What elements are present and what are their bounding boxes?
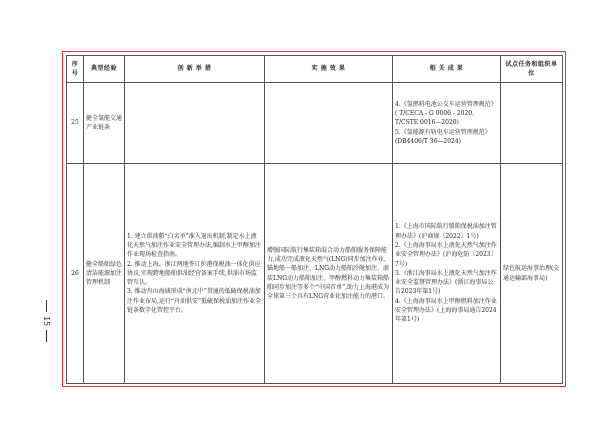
header-effect: 实 施 效 果	[265, 56, 393, 83]
row-org	[501, 83, 563, 164]
result-item: 1.《上海市国际航行船舶保税油加注管理办法》(沪商规〔2022〕1号)	[395, 223, 497, 240]
table-row	[67, 83, 563, 164]
row-experience: 健全船舶绿色清洁能源加注管理机制	[84, 164, 125, 384]
page-number-rule	[46, 300, 47, 312]
pilot-experience-table	[66, 55, 563, 384]
row-experience: 健全氢能交通产业链条	[84, 83, 125, 164]
table-row	[67, 164, 563, 384]
row-effect	[265, 83, 393, 164]
measure-item: 2. 推动上海、浙江两地签订护港保税油一体化供应协议,实现跨地船舶供油经营备案手续,供油市场监管互认。	[127, 260, 261, 287]
row-effect: 增强国际航行集装箱混合动力船舶服务保障能力,成功完成液化天然气(LNG)同步加注作业、锚地船一船加注、LNG动力船舶冷舱加注、滚装LNG动力船舶加注、甲醇燃料动力集装箱船舶同步加注等多个“中国首单”,助力上海港成为全球第三个具有LNG营业化加注能力的港口。	[265, 164, 393, 384]
measure-item: 1. 建立供油船“白名单”准入退出机制,制定水上液化天然气加注作业安全管理办法,编制水上甲醇加注作业现场检查指南。	[127, 232, 261, 259]
result-item: 2.《上海海事局水上液化天然气加注作业安全管理办法》(沪海危防〔2023〕7号)	[395, 241, 497, 268]
page-number-text: 15	[42, 316, 51, 327]
row-results	[393, 83, 501, 164]
result-item: 4.《氢燃料电池公交车运营管理规范》( T/CECA - G 0006 - 2020、T/CSTE 0016—2020)	[395, 100, 497, 127]
row-results	[393, 164, 501, 384]
page-number	[40, 300, 52, 360]
measure-item: 3. 推动舟山海域形成“南北中”贯通的低硫保税油加注作业布局,运行“舟油供安”低硫保税油加注作业全链条数字化管控平台。	[127, 288, 262, 315]
result-item: 4.《上海海事局水上甲醇燃料加注作业安全管理办法》(上海海事局通告2024年第1号)	[395, 297, 497, 324]
header-results: 相 关 成 果	[393, 56, 501, 83]
row-org: 绿色航运海事治理(交通运输部海事局)	[501, 164, 563, 384]
header-row	[67, 56, 563, 83]
page-number-rule	[46, 330, 47, 342]
header-org: 试点任务和组织单位	[501, 56, 563, 83]
row-no: 26	[67, 164, 84, 384]
header-no: 序号	[67, 56, 84, 83]
result-item: 3.《浙江海事局水上液化天然气加注作业安全监督管理办法》(浙江海事局公告2023年第1号)	[395, 269, 497, 296]
row-no: 25	[67, 83, 84, 164]
result-item: 5.《氢能源有轨电车运营管理规范》(DB4406/T 36—2024)	[395, 128, 491, 145]
row-measures	[125, 164, 265, 384]
row-measures	[125, 83, 265, 164]
header-experience: 典型经验	[84, 56, 125, 83]
header-measures: 创 新 举 措	[125, 56, 265, 83]
